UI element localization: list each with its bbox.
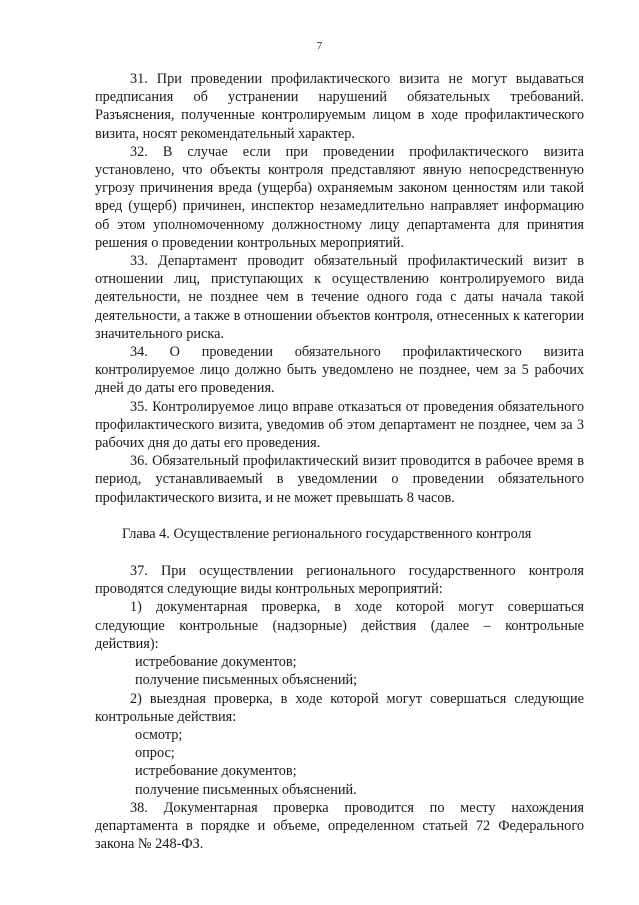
list-item: истребование документов; <box>135 763 297 780</box>
page-number: 7 <box>316 40 323 52</box>
paragraph-34: 34. О проведении обязательного профилактического визита контролируемое лицо должно быть уведомлено не позднее, чем за 5 рабочих дней до даты его проведения. <box>95 344 584 397</box>
paragraph-36: 36. Обязательный профилактический визит проводится в рабочее время в период, устанавливаемый в уведомлении о проведении обязательного профилактического визита, и не может превышать 8 часов. <box>95 453 584 506</box>
paragraph-33: 33. Департамент проводит обязательный профилактический визит в отношении лиц, приступающих к осуществлению контролируемого вида деятельности, не позднее чем в течение одного года с даты начала такой деятельности, а также в отношении объектов контроля, отнесенных к категории значительного риска. <box>95 253 584 342</box>
paragraph-37-1: 1) документарная проверка, в ходе которой могут совершаться следующие контрольные (надзорные) действия (далее – контрольные действия): <box>95 599 584 652</box>
paragraph-37: 37. При осуществлении регионального государственного контроля проводятся следующие виды контрольных мероприятий: <box>95 563 584 598</box>
list-item: опрос; <box>135 745 175 762</box>
paragraph-32: 32. В случае если при проведении профилактического визита установлено, что объекты контроля представляют явную непосредственную угрозу причинения вреда (ущерба) охраняемым законом ценностям или такой вред (ущерб) причинен, инспектор незамедлительно направляет информацию об этом уполномоченному должностному лицу департамента для принятия решения о проведении контрольных мероприятий. <box>95 143 584 251</box>
list-item: получение письменных объяснений; <box>135 672 358 689</box>
list-item: получение письменных объяснений. <box>135 781 357 798</box>
chapter-heading: Глава 4. Осуществление регионального государственного контроля <box>122 525 532 542</box>
document-body <box>95 70 584 853</box>
paragraph-37-2: 2) выездная проверка, в ходе которой могут совершаться следующие контрольные действия: <box>95 690 584 725</box>
paragraph-38: 38. Документарная проверка проводится по месту нахождения департамента в порядке и объеме, определенном статьей 72 Федерального закона № 248-ФЗ. <box>95 799 584 853</box>
list-item: осмотр; <box>135 726 183 743</box>
paragraph-31: 31. При проведении профилактического визита не могут выдаваться предписания об устранении нарушений обязательных требований. Разъяснения, полученные контролируемым лицом в ходе профилактического визита, носят рекомендательный характер. <box>95 71 584 142</box>
list-item: истребование документов; <box>135 654 297 671</box>
paragraph-35: 35. Контролируемое лицо вправе отказаться от проведения обязательного профилактического визита, уведомив об этом департамент не позднее, чем за 3 рабочих дня до даты его проведения. <box>95 398 584 452</box>
